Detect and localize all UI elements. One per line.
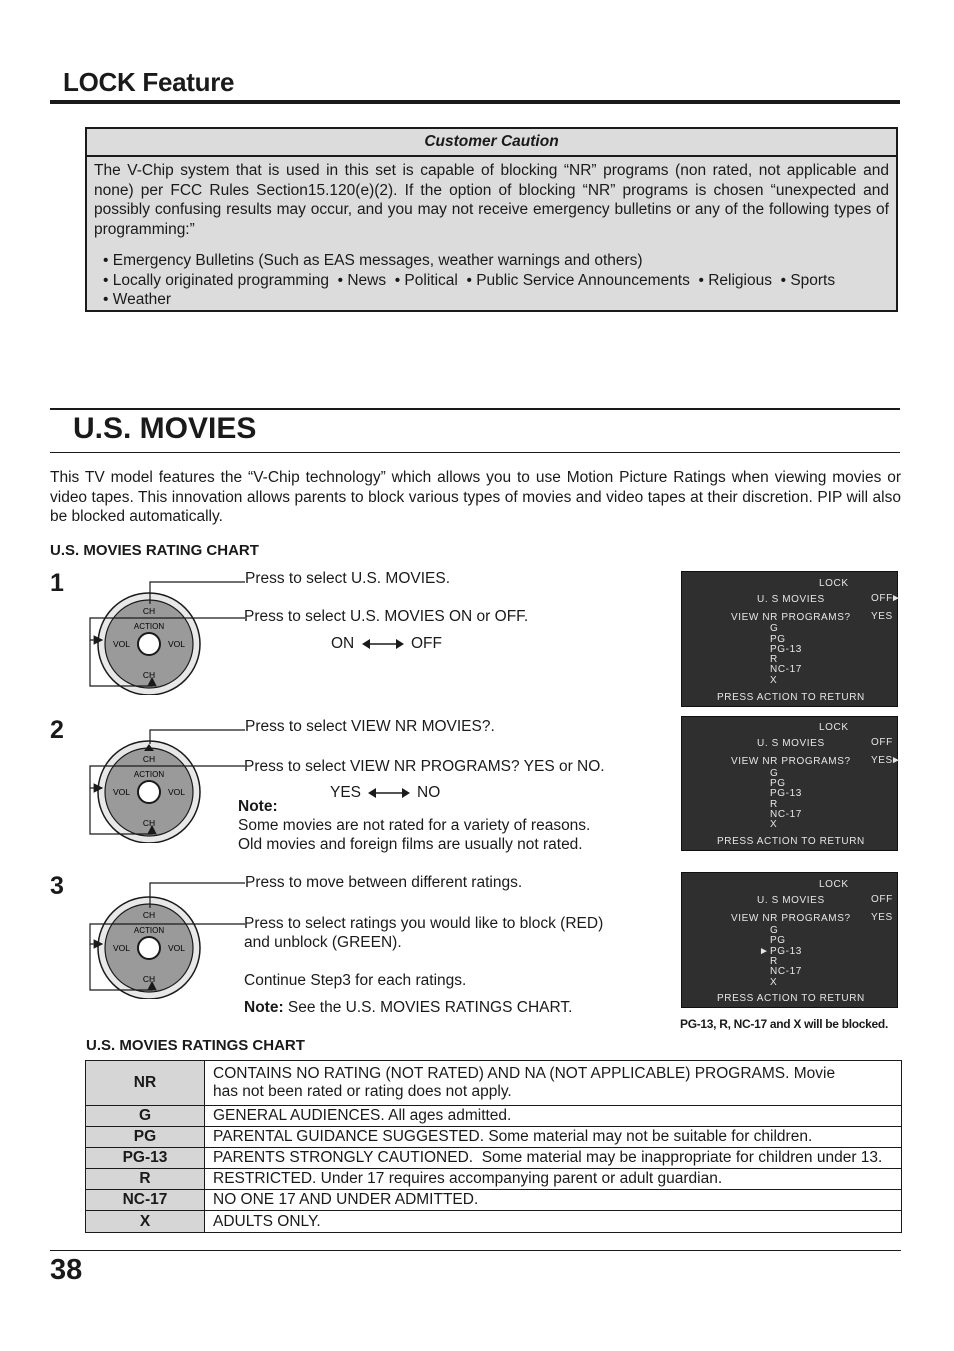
toggle-right-label: NO (417, 784, 441, 801)
caution-bullet: • Emergency Bulletins (Such as EAS messages, weather warnings and others) (103, 252, 643, 269)
osd-rating: G (770, 925, 779, 936)
osd-screen (681, 872, 898, 1008)
osd-footer: PRESS ACTION TO RETURN (717, 692, 865, 703)
ch-down-label: CH (142, 818, 156, 828)
cursor-icon: ► (891, 755, 901, 766)
osd-rating: PG (770, 778, 786, 789)
table-row (86, 1106, 902, 1127)
osd-rating: G (770, 623, 779, 634)
caution-body: The V-Chip system that is used in this set is capable of blocking “NR” programs (non rated, not applicable and none) per FCC Rules Section15.120(e)(2). If the option of blocking “NR” programs is chosen “unexpected and possibly confusing results may occur, and you may not receive emergency bulletins or any of the following types of programming:” (94, 162, 889, 238)
osd-rating: PG (770, 634, 786, 645)
note-text: See the U.S. MOVIES RATINGS CHART. (283, 999, 573, 1016)
table-row (86, 1211, 902, 1233)
rating-description-line: CONTAINS NO RATING (NOT RATED) AND NA (NOT APPLICABLE) PROGRAMS. Movie (213, 1065, 836, 1082)
rating-code: X (86, 1211, 205, 1233)
page-number: 38 (50, 1254, 83, 1286)
note-label: Note: (244, 999, 284, 1016)
osd-rating: X (770, 819, 778, 830)
section-title: LOCK Feature (63, 67, 235, 97)
osd-value: YES (871, 755, 893, 766)
step-instruction: Press to select U.S. MOVIES ON or OFF. (244, 608, 529, 625)
caution-bullet: • Weather (103, 291, 172, 308)
rating-code: PG-13 (86, 1148, 205, 1169)
step-number: 3 (50, 872, 64, 900)
remote-control-diagram (80, 874, 255, 999)
step-instruction: Press to select ratings you would like to block (RED) (244, 915, 604, 932)
osd-rating: NC-17 (770, 809, 802, 820)
section-rule (50, 100, 900, 104)
toggle-left-label: YES (330, 784, 362, 801)
movies-rule-bottom (50, 452, 900, 453)
ch-down-label: CH (142, 974, 156, 984)
step-number: 2 (50, 716, 64, 744)
osd-value: OFF (871, 593, 893, 604)
osd-value: OFF (871, 894, 893, 905)
osd-item-us-movies: U. S MOVIES (757, 594, 825, 605)
toggle-right-label: OFF (411, 635, 442, 652)
note-label: Note: (238, 798, 278, 815)
step-instruction: Press to select U.S. MOVIES. (245, 570, 451, 587)
rating-description-line: has not been rated or rating does not apply. (213, 1083, 512, 1100)
osd-rating: PG-13 (770, 644, 802, 655)
table-row (86, 1190, 902, 1211)
osd-item-view-nr: VIEW NR PROGRAMS? (731, 756, 851, 767)
movies-title: U.S. MOVIES (73, 412, 257, 445)
ratings-chart-heading: U.S. MOVIES RATINGS CHART (86, 1037, 305, 1054)
step-instruction: and unblock (GREEN). (244, 934, 402, 951)
note-line (244, 999, 572, 1017)
remote-control-diagram (80, 718, 255, 843)
osd-caption: PG-13, R, NC-17 and X will be blocked. (680, 1017, 888, 1031)
step-instruction: Press to select VIEW NR PROGRAMS? YES or NO. (244, 758, 605, 775)
step-instruction: Press to select VIEW NR MOVIES?. (245, 718, 495, 735)
step-instruction: Continue Step3 for each ratings. (244, 972, 467, 989)
osd-rating: R (770, 654, 778, 665)
vol-left-label: VOL (113, 787, 131, 797)
double-arrow-icon (362, 637, 404, 651)
rating-description: PARENTS STRONGLY CAUTIONED. Some material may be inappropriate for children under 13. (205, 1148, 902, 1169)
osd-rating: NC-17 (770, 966, 802, 977)
osd-screen (681, 571, 901, 707)
osd-rating: X (770, 977, 778, 988)
note-text: Some movies are not rated for a variety of reasons. (238, 817, 591, 834)
movies-rule-top (50, 408, 900, 410)
osd-footer: PRESS ACTION TO RETURN (717, 836, 865, 847)
table-row (86, 1127, 902, 1148)
rating-chart-heading: U.S. MOVIES RATING CHART (50, 542, 259, 559)
osd-rating: X (770, 675, 778, 686)
cursor-icon: ► (759, 946, 769, 957)
rating-description: ADULTS ONLY. (205, 1211, 902, 1233)
osd-item-view-nr: VIEW NR PROGRAMS? (731, 913, 851, 924)
osd-value: YES (871, 912, 893, 923)
table-row (86, 1169, 902, 1190)
note-text: Old movies and foreign films are usually not rated. (238, 836, 583, 853)
ch-down-label: CH (142, 670, 156, 680)
osd-value: YES (871, 611, 893, 622)
osd-rating: PG-13 (770, 946, 802, 957)
osd-title: LOCK (819, 578, 849, 589)
rating-description: NO ONE 17 AND UNDER ADMITTED. (205, 1190, 902, 1211)
vol-left-label: VOL (113, 639, 131, 649)
osd-rating: G (770, 768, 779, 779)
osd-rating: R (770, 799, 778, 810)
ch-up-label: CH (142, 606, 156, 616)
osd-item-view-nr: VIEW NR PROGRAMS? (731, 612, 851, 623)
osd-rating: PG (770, 935, 786, 946)
rating-description (205, 1061, 902, 1106)
rating-code: NC-17 (86, 1190, 205, 1211)
vol-right-label: VOL (167, 787, 185, 797)
table-row (86, 1061, 902, 1106)
rating-code: R (86, 1169, 205, 1190)
osd-screen (681, 716, 901, 851)
osd-title: LOCK (819, 879, 849, 890)
vol-right-label: VOL (167, 943, 185, 953)
osd-value: OFF (871, 737, 893, 748)
customer-caution-box (85, 127, 898, 312)
rating-description: PARENTAL GUIDANCE SUGGESTED. Some material may not be suitable for children. (205, 1127, 902, 1148)
footer-rule (50, 1250, 901, 1251)
action-label: ACTION (133, 770, 165, 779)
rating-description: GENERAL AUDIENCES. All ages admitted. (205, 1106, 902, 1127)
remote-control-diagram (80, 570, 255, 695)
action-label: ACTION (133, 622, 165, 631)
caution-bullet-list (87, 239, 896, 310)
osd-item-us-movies: U. S MOVIES (757, 895, 825, 906)
toggle-left-label: ON (331, 635, 355, 652)
table-row (86, 1148, 902, 1169)
vol-right-label: VOL (167, 639, 185, 649)
rating-description: RESTRICTED. Under 17 requires accompanying parent or adult guardian. (205, 1169, 902, 1190)
movies-intro: This TV model features the “V-Chip technology” which allows you to use Motion Picture Ratings when viewing movies or video tapes. This innovation allows parents to block various types of movies and video tapes at their discretion. PIP will also be blocked automatically. (50, 469, 901, 525)
osd-title: LOCK (819, 722, 849, 733)
vol-left-label: VOL (113, 943, 131, 953)
osd-item-us-movies: U. S MOVIES (757, 738, 825, 749)
rating-code: NR (86, 1061, 205, 1106)
action-label: ACTION (133, 926, 165, 935)
caution-bullet: • Locally originated programming • News • Political • Public Service Announcements • Religious • Sports (103, 271, 836, 289)
osd-rating: NC-17 (770, 664, 802, 675)
rating-code: G (86, 1106, 205, 1127)
rating-code: PG (86, 1127, 205, 1148)
step-instruction: Press to move between different ratings. (245, 874, 523, 891)
step-number: 1 (50, 569, 64, 597)
double-arrow-icon (368, 786, 410, 800)
osd-rating: PG-13 (770, 788, 802, 799)
caution-title: Customer Caution (87, 129, 896, 157)
ch-up-label: CH (142, 910, 156, 920)
osd-rating: R (770, 956, 778, 967)
cursor-icon: ► (891, 593, 901, 604)
osd-footer: PRESS ACTION TO RETURN (717, 993, 865, 1004)
ratings-table (85, 1060, 902, 1233)
ch-up-label: CH (142, 754, 156, 764)
